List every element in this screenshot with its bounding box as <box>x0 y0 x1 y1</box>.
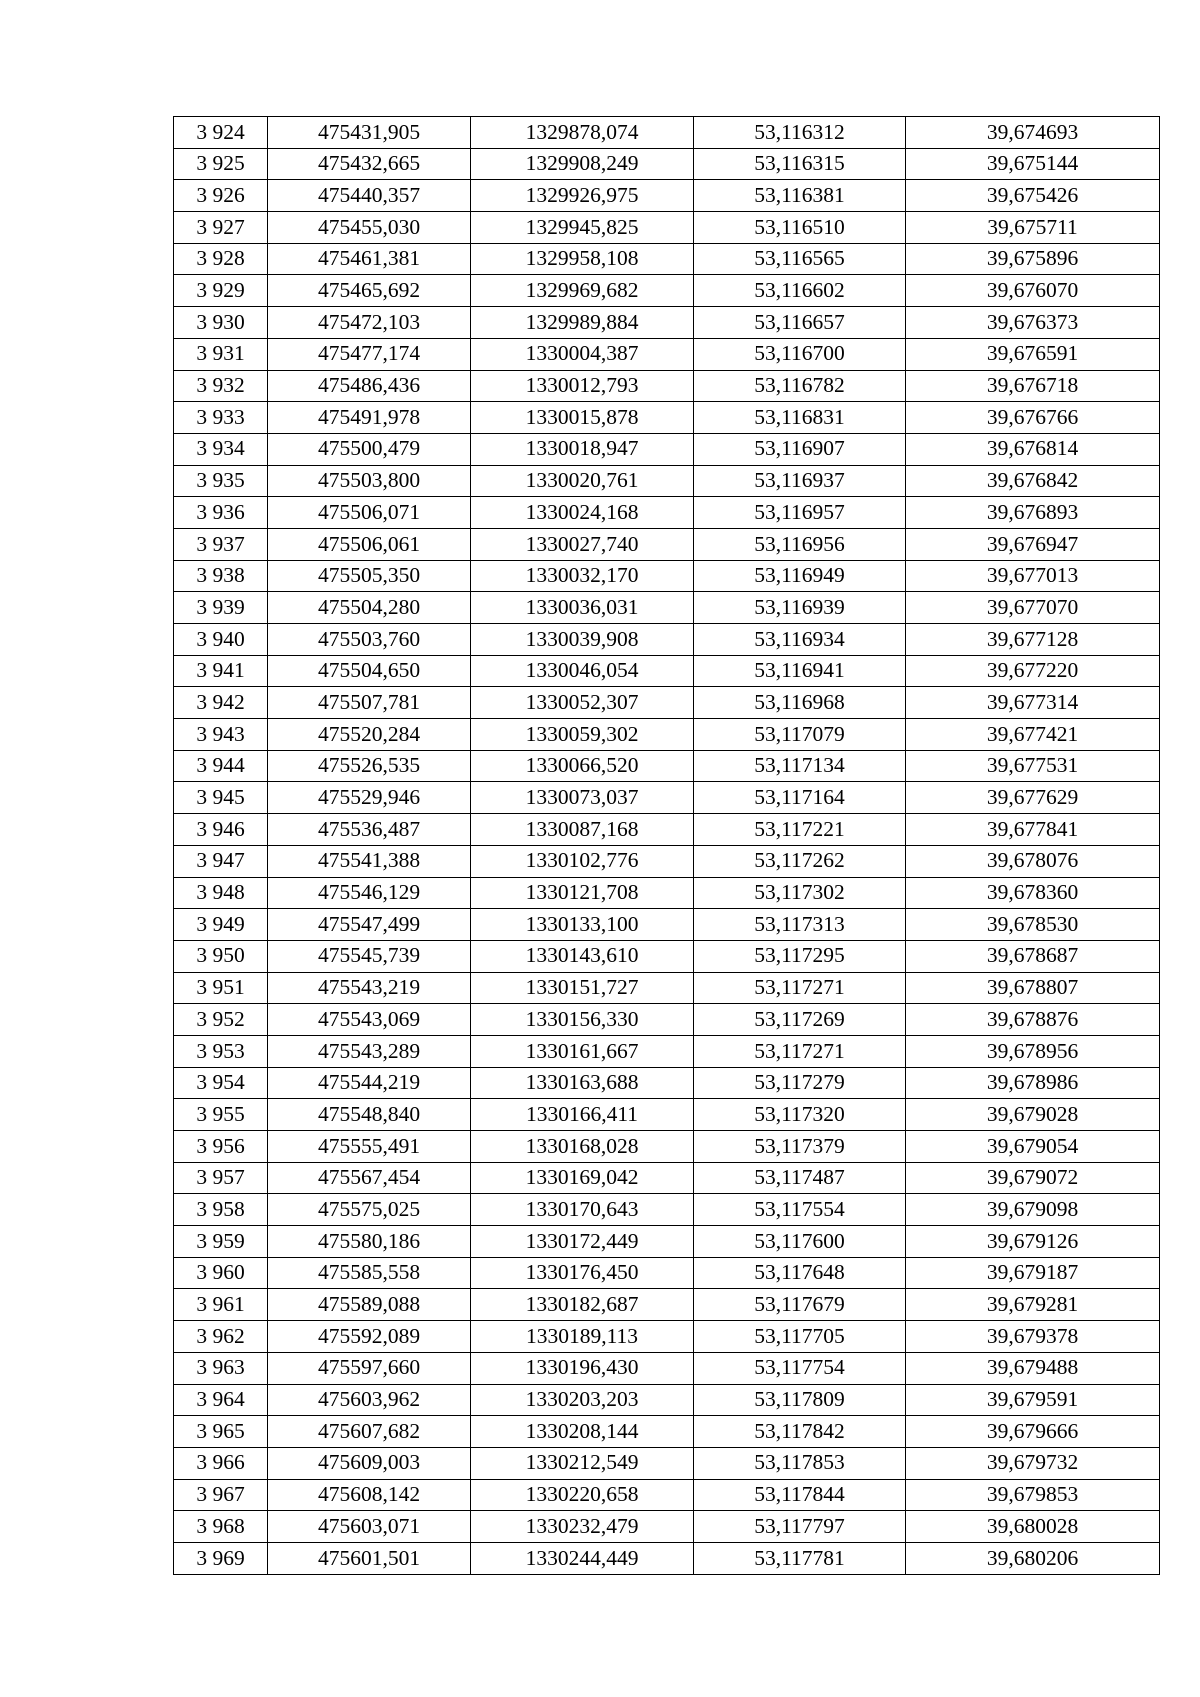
point-number-cell: 3 926 <box>174 180 268 212</box>
y-coordinate-cell: 1330244,449 <box>471 1542 694 1574</box>
y-coordinate-cell: 1330052,307 <box>471 687 694 719</box>
longitude-cell: 39,677013 <box>906 560 1160 592</box>
table-row <box>174 528 1160 560</box>
latitude-cell: 53,116700 <box>694 338 906 370</box>
table-row <box>174 750 1160 782</box>
y-coordinate-cell: 1329989,884 <box>471 307 694 339</box>
y-coordinate-cell: 1330121,708 <box>471 877 694 909</box>
point-number-cell: 3 947 <box>174 845 268 877</box>
x-coordinate-cell: 475544,219 <box>268 1067 471 1099</box>
table-row <box>174 117 1160 149</box>
longitude-cell: 39,676814 <box>906 433 1160 465</box>
x-coordinate-cell: 475529,946 <box>268 782 471 814</box>
table-row <box>174 180 1160 212</box>
longitude-cell: 39,675896 <box>906 243 1160 275</box>
y-coordinate-cell: 1330220,658 <box>471 1479 694 1511</box>
table-row <box>174 338 1160 370</box>
table-row <box>174 1511 1160 1543</box>
table-row <box>174 624 1160 656</box>
longitude-cell: 39,676070 <box>906 275 1160 307</box>
latitude-cell: 53,116315 <box>694 148 906 180</box>
longitude-cell: 39,677531 <box>906 750 1160 782</box>
latitude-cell: 53,116831 <box>694 402 906 434</box>
x-coordinate-cell: 475609,003 <box>268 1447 471 1479</box>
y-coordinate-cell: 1330151,727 <box>471 972 694 1004</box>
point-number-cell: 3 935 <box>174 465 268 497</box>
y-coordinate-cell: 1330196,430 <box>471 1352 694 1384</box>
latitude-cell: 53,117853 <box>694 1447 906 1479</box>
y-coordinate-cell: 1330161,667 <box>471 1035 694 1067</box>
table-row <box>174 307 1160 339</box>
point-number-cell: 3 953 <box>174 1035 268 1067</box>
x-coordinate-cell: 475546,129 <box>268 877 471 909</box>
table-row <box>174 560 1160 592</box>
x-coordinate-cell: 475592,089 <box>268 1321 471 1353</box>
x-coordinate-cell: 475504,650 <box>268 655 471 687</box>
point-number-cell: 3 927 <box>174 212 268 244</box>
x-coordinate-cell: 475440,357 <box>268 180 471 212</box>
point-number-cell: 3 954 <box>174 1067 268 1099</box>
point-number-cell: 3 963 <box>174 1352 268 1384</box>
x-coordinate-cell: 475431,905 <box>268 117 471 149</box>
y-coordinate-cell: 1330166,411 <box>471 1099 694 1131</box>
x-coordinate-cell: 475506,071 <box>268 497 471 529</box>
x-coordinate-cell: 475504,280 <box>268 592 471 624</box>
latitude-cell: 53,116941 <box>694 655 906 687</box>
point-number-cell: 3 925 <box>174 148 268 180</box>
table-row <box>174 1035 1160 1067</box>
latitude-cell: 53,117844 <box>694 1479 906 1511</box>
longitude-cell: 39,678807 <box>906 972 1160 1004</box>
x-coordinate-cell: 475608,142 <box>268 1479 471 1511</box>
table-row <box>174 592 1160 624</box>
y-coordinate-cell: 1330102,776 <box>471 845 694 877</box>
x-coordinate-cell: 475526,535 <box>268 750 471 782</box>
table-row <box>174 1162 1160 1194</box>
latitude-cell: 53,116907 <box>694 433 906 465</box>
longitude-cell: 39,676718 <box>906 370 1160 402</box>
latitude-cell: 53,116565 <box>694 243 906 275</box>
latitude-cell: 53,117271 <box>694 1035 906 1067</box>
point-number-cell: 3 964 <box>174 1384 268 1416</box>
longitude-cell: 39,679378 <box>906 1321 1160 1353</box>
point-number-cell: 3 967 <box>174 1479 268 1511</box>
x-coordinate-cell: 475580,186 <box>268 1226 471 1258</box>
longitude-cell: 39,678876 <box>906 1004 1160 1036</box>
x-coordinate-cell: 475432,665 <box>268 148 471 180</box>
latitude-cell: 53,117302 <box>694 877 906 909</box>
table-row <box>174 433 1160 465</box>
y-coordinate-cell: 1330156,330 <box>471 1004 694 1036</box>
y-coordinate-cell: 1330203,203 <box>471 1384 694 1416</box>
longitude-cell: 39,675426 <box>906 180 1160 212</box>
longitude-cell: 39,679187 <box>906 1257 1160 1289</box>
table-row <box>174 1099 1160 1131</box>
longitude-cell: 39,678956 <box>906 1035 1160 1067</box>
table-row <box>174 1384 1160 1416</box>
x-coordinate-cell: 475465,692 <box>268 275 471 307</box>
latitude-cell: 53,116956 <box>694 528 906 560</box>
x-coordinate-cell: 475567,454 <box>268 1162 471 1194</box>
y-coordinate-cell: 1329958,108 <box>471 243 694 275</box>
longitude-cell: 39,679072 <box>906 1162 1160 1194</box>
longitude-cell: 39,679591 <box>906 1384 1160 1416</box>
x-coordinate-cell: 475545,739 <box>268 940 471 972</box>
table-row <box>174 243 1160 275</box>
longitude-cell: 39,679732 <box>906 1447 1160 1479</box>
point-number-cell: 3 956 <box>174 1131 268 1163</box>
y-coordinate-cell: 1330163,688 <box>471 1067 694 1099</box>
point-number-cell: 3 939 <box>174 592 268 624</box>
latitude-cell: 53,117797 <box>694 1511 906 1543</box>
y-coordinate-cell: 1330168,028 <box>471 1131 694 1163</box>
y-coordinate-cell: 1330036,031 <box>471 592 694 624</box>
x-coordinate-cell: 475461,381 <box>268 243 471 275</box>
y-coordinate-cell: 1329908,249 <box>471 148 694 180</box>
latitude-cell: 53,117781 <box>694 1542 906 1574</box>
table-row <box>174 1194 1160 1226</box>
table-row <box>174 1542 1160 1574</box>
table-row <box>174 1479 1160 1511</box>
latitude-cell: 53,117379 <box>694 1131 906 1163</box>
longitude-cell: 39,679126 <box>906 1226 1160 1258</box>
point-number-cell: 3 962 <box>174 1321 268 1353</box>
longitude-cell: 39,677314 <box>906 687 1160 719</box>
x-coordinate-cell: 475506,061 <box>268 528 471 560</box>
latitude-cell: 53,117809 <box>694 1384 906 1416</box>
table-row <box>174 909 1160 941</box>
point-number-cell: 3 932 <box>174 370 268 402</box>
y-coordinate-cell: 1329945,825 <box>471 212 694 244</box>
latitude-cell: 53,117313 <box>694 909 906 941</box>
y-coordinate-cell: 1330208,144 <box>471 1416 694 1448</box>
longitude-cell: 39,679853 <box>906 1479 1160 1511</box>
latitude-cell: 53,117295 <box>694 940 906 972</box>
longitude-cell: 39,678360 <box>906 877 1160 909</box>
table-row <box>174 1067 1160 1099</box>
table-row <box>174 1352 1160 1384</box>
table-row <box>174 465 1160 497</box>
table-row <box>174 402 1160 434</box>
y-coordinate-cell: 1330027,740 <box>471 528 694 560</box>
longitude-cell: 39,677070 <box>906 592 1160 624</box>
latitude-cell: 53,117648 <box>694 1257 906 1289</box>
latitude-cell: 53,117679 <box>694 1289 906 1321</box>
longitude-cell: 39,676766 <box>906 402 1160 434</box>
latitude-cell: 53,117279 <box>694 1067 906 1099</box>
x-coordinate-cell: 475543,219 <box>268 972 471 1004</box>
y-coordinate-cell: 1330170,643 <box>471 1194 694 1226</box>
latitude-cell: 53,116937 <box>694 465 906 497</box>
x-coordinate-cell: 475589,088 <box>268 1289 471 1321</box>
point-number-cell: 3 937 <box>174 528 268 560</box>
x-coordinate-cell: 475503,760 <box>268 624 471 656</box>
x-coordinate-cell: 475491,978 <box>268 402 471 434</box>
longitude-cell: 39,680206 <box>906 1542 1160 1574</box>
longitude-cell: 39,677220 <box>906 655 1160 687</box>
latitude-cell: 53,117554 <box>694 1194 906 1226</box>
latitude-cell: 53,117134 <box>694 750 906 782</box>
y-coordinate-cell: 1330015,878 <box>471 402 694 434</box>
longitude-cell: 39,678986 <box>906 1067 1160 1099</box>
latitude-cell: 53,117269 <box>694 1004 906 1036</box>
y-coordinate-cell: 1330018,947 <box>471 433 694 465</box>
y-coordinate-cell: 1329878,074 <box>471 117 694 149</box>
point-number-cell: 3 952 <box>174 1004 268 1036</box>
point-number-cell: 3 968 <box>174 1511 268 1543</box>
longitude-cell: 39,679054 <box>906 1131 1160 1163</box>
x-coordinate-cell: 475455,030 <box>268 212 471 244</box>
y-coordinate-cell: 1330172,449 <box>471 1226 694 1258</box>
longitude-cell: 39,680028 <box>906 1511 1160 1543</box>
longitude-cell: 39,678687 <box>906 940 1160 972</box>
latitude-cell: 53,116939 <box>694 592 906 624</box>
longitude-cell: 39,679488 <box>906 1352 1160 1384</box>
x-coordinate-cell: 475548,840 <box>268 1099 471 1131</box>
longitude-cell: 39,676842 <box>906 465 1160 497</box>
point-number-cell: 3 960 <box>174 1257 268 1289</box>
y-coordinate-cell: 1330004,387 <box>471 338 694 370</box>
point-number-cell: 3 946 <box>174 814 268 846</box>
table-row <box>174 782 1160 814</box>
point-number-cell: 3 934 <box>174 433 268 465</box>
x-coordinate-cell: 475603,071 <box>268 1511 471 1543</box>
table-row <box>174 370 1160 402</box>
point-number-cell: 3 928 <box>174 243 268 275</box>
longitude-cell: 39,676591 <box>906 338 1160 370</box>
y-coordinate-cell: 1330143,610 <box>471 940 694 972</box>
y-coordinate-cell: 1330059,302 <box>471 719 694 751</box>
x-coordinate-cell: 475500,479 <box>268 433 471 465</box>
coordinates-table <box>173 116 1160 1575</box>
longitude-cell: 39,677128 <box>906 624 1160 656</box>
longitude-cell: 39,676893 <box>906 497 1160 529</box>
latitude-cell: 53,117842 <box>694 1416 906 1448</box>
point-number-cell: 3 930 <box>174 307 268 339</box>
latitude-cell: 53,116602 <box>694 275 906 307</box>
point-number-cell: 3 944 <box>174 750 268 782</box>
point-number-cell: 3 938 <box>174 560 268 592</box>
x-coordinate-cell: 475601,501 <box>268 1542 471 1574</box>
latitude-cell: 53,117079 <box>694 719 906 751</box>
x-coordinate-cell: 475585,558 <box>268 1257 471 1289</box>
x-coordinate-cell: 475503,800 <box>268 465 471 497</box>
table-row <box>174 1289 1160 1321</box>
longitude-cell: 39,679028 <box>906 1099 1160 1131</box>
point-number-cell: 3 924 <box>174 117 268 149</box>
longitude-cell: 39,679098 <box>906 1194 1160 1226</box>
table-row <box>174 940 1160 972</box>
point-number-cell: 3 940 <box>174 624 268 656</box>
table-row <box>174 1131 1160 1163</box>
point-number-cell: 3 941 <box>174 655 268 687</box>
latitude-cell: 53,117487 <box>694 1162 906 1194</box>
point-number-cell: 3 950 <box>174 940 268 972</box>
point-number-cell: 3 945 <box>174 782 268 814</box>
latitude-cell: 53,117320 <box>694 1099 906 1131</box>
table-row <box>174 1447 1160 1479</box>
longitude-cell: 39,676373 <box>906 307 1160 339</box>
point-number-cell: 3 958 <box>174 1194 268 1226</box>
point-number-cell: 3 933 <box>174 402 268 434</box>
point-number-cell: 3 943 <box>174 719 268 751</box>
table-row <box>174 148 1160 180</box>
table-row <box>174 1321 1160 1353</box>
latitude-cell: 53,116510 <box>694 212 906 244</box>
point-number-cell: 3 959 <box>174 1226 268 1258</box>
longitude-cell: 39,678076 <box>906 845 1160 877</box>
table-row <box>174 877 1160 909</box>
point-number-cell: 3 961 <box>174 1289 268 1321</box>
point-number-cell: 3 929 <box>174 275 268 307</box>
y-coordinate-cell: 1330212,549 <box>471 1447 694 1479</box>
table-row <box>174 972 1160 1004</box>
x-coordinate-cell: 475541,388 <box>268 845 471 877</box>
point-number-cell: 3 955 <box>174 1099 268 1131</box>
latitude-cell: 53,117600 <box>694 1226 906 1258</box>
longitude-cell: 39,675711 <box>906 212 1160 244</box>
x-coordinate-cell: 475536,487 <box>268 814 471 846</box>
y-coordinate-cell: 1329926,975 <box>471 180 694 212</box>
longitude-cell: 39,675144 <box>906 148 1160 180</box>
x-coordinate-cell: 475555,491 <box>268 1131 471 1163</box>
y-coordinate-cell: 1330024,168 <box>471 497 694 529</box>
longitude-cell: 39,674693 <box>906 117 1160 149</box>
point-number-cell: 3 966 <box>174 1447 268 1479</box>
longitude-cell: 39,677841 <box>906 814 1160 846</box>
point-number-cell: 3 949 <box>174 909 268 941</box>
x-coordinate-cell: 475505,350 <box>268 560 471 592</box>
table-row <box>174 655 1160 687</box>
latitude-cell: 53,116381 <box>694 180 906 212</box>
latitude-cell: 53,117754 <box>694 1352 906 1384</box>
latitude-cell: 53,117271 <box>694 972 906 1004</box>
y-coordinate-cell: 1330066,520 <box>471 750 694 782</box>
y-coordinate-cell: 1330073,037 <box>471 782 694 814</box>
y-coordinate-cell: 1330012,793 <box>471 370 694 402</box>
table-row <box>174 275 1160 307</box>
x-coordinate-cell: 475575,025 <box>268 1194 471 1226</box>
latitude-cell: 53,117705 <box>694 1321 906 1353</box>
x-coordinate-cell: 475597,660 <box>268 1352 471 1384</box>
x-coordinate-cell: 475603,962 <box>268 1384 471 1416</box>
y-coordinate-cell: 1330039,908 <box>471 624 694 656</box>
table-row <box>174 1004 1160 1036</box>
y-coordinate-cell: 1330232,479 <box>471 1511 694 1543</box>
latitude-cell: 53,117164 <box>694 782 906 814</box>
latitude-cell: 53,116782 <box>694 370 906 402</box>
table-row <box>174 719 1160 751</box>
longitude-cell: 39,678530 <box>906 909 1160 941</box>
y-coordinate-cell: 1330182,687 <box>471 1289 694 1321</box>
table-row <box>174 497 1160 529</box>
x-coordinate-cell: 475472,103 <box>268 307 471 339</box>
table-row <box>174 1226 1160 1258</box>
latitude-cell: 53,117262 <box>694 845 906 877</box>
longitude-cell: 39,677629 <box>906 782 1160 814</box>
latitude-cell: 53,116312 <box>694 117 906 149</box>
point-number-cell: 3 965 <box>174 1416 268 1448</box>
table-row <box>174 212 1160 244</box>
longitude-cell: 39,677421 <box>906 719 1160 751</box>
x-coordinate-cell: 475507,781 <box>268 687 471 719</box>
point-number-cell: 3 936 <box>174 497 268 529</box>
y-coordinate-cell: 1330032,170 <box>471 560 694 592</box>
latitude-cell: 53,116968 <box>694 687 906 719</box>
latitude-cell: 53,116934 <box>694 624 906 656</box>
longitude-cell: 39,676947 <box>906 528 1160 560</box>
table-row <box>174 845 1160 877</box>
y-coordinate-cell: 1330046,054 <box>471 655 694 687</box>
point-number-cell: 3 948 <box>174 877 268 909</box>
point-number-cell: 3 969 <box>174 1542 268 1574</box>
table-row <box>174 1416 1160 1448</box>
x-coordinate-cell: 475543,069 <box>268 1004 471 1036</box>
table-row <box>174 1257 1160 1289</box>
coordinates-table-body <box>174 117 1160 1575</box>
y-coordinate-cell: 1330020,761 <box>471 465 694 497</box>
point-number-cell: 3 957 <box>174 1162 268 1194</box>
latitude-cell: 53,116657 <box>694 307 906 339</box>
x-coordinate-cell: 475543,289 <box>268 1035 471 1067</box>
table-row <box>174 814 1160 846</box>
latitude-cell: 53,117221 <box>694 814 906 846</box>
x-coordinate-cell: 475486,436 <box>268 370 471 402</box>
point-number-cell: 3 931 <box>174 338 268 370</box>
x-coordinate-cell: 475520,284 <box>268 719 471 751</box>
latitude-cell: 53,116949 <box>694 560 906 592</box>
y-coordinate-cell: 1330189,113 <box>471 1321 694 1353</box>
longitude-cell: 39,679281 <box>906 1289 1160 1321</box>
table-row <box>174 687 1160 719</box>
x-coordinate-cell: 475477,174 <box>268 338 471 370</box>
y-coordinate-cell: 1330133,100 <box>471 909 694 941</box>
latitude-cell: 53,116957 <box>694 497 906 529</box>
point-number-cell: 3 942 <box>174 687 268 719</box>
x-coordinate-cell: 475607,682 <box>268 1416 471 1448</box>
point-number-cell: 3 951 <box>174 972 268 1004</box>
y-coordinate-cell: 1330087,168 <box>471 814 694 846</box>
y-coordinate-cell: 1329969,682 <box>471 275 694 307</box>
y-coordinate-cell: 1330176,450 <box>471 1257 694 1289</box>
y-coordinate-cell: 1330169,042 <box>471 1162 694 1194</box>
longitude-cell: 39,679666 <box>906 1416 1160 1448</box>
x-coordinate-cell: 475547,499 <box>268 909 471 941</box>
